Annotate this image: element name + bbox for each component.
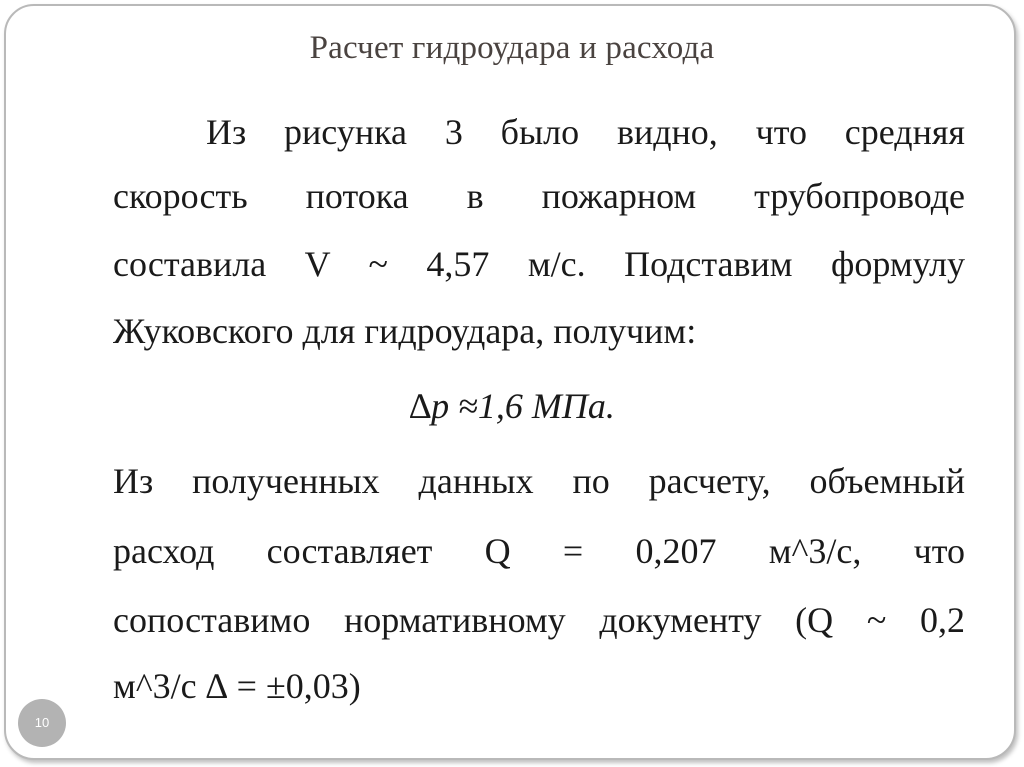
paragraph-2-line-4: м^3/с ∆ = ±0,03) [113, 666, 361, 706]
page-number-badge: 10 [18, 699, 66, 747]
slide-title: Расчет гидроудара и расхода [309, 30, 715, 66]
paragraph-1-line-3: составила V ~ 4,57 м/с. Подставим формулу [113, 244, 965, 284]
paragraph-2-line-2: расход составляет Q = 0,207 м^3/с, что [113, 531, 965, 571]
paragraph-1-line-1: Из рисунка 3 было видно, что средняя [206, 112, 965, 152]
paragraph-2-line-1: Из полученных данных по расчету, объемный [113, 461, 965, 501]
paragraph-1-line-2: скорость потока в пожарном трубопроводе [113, 176, 965, 216]
formula: ∆p ≈1,6 МПа. [409, 386, 615, 426]
paragraph-1-line-4: Жуковского для гидроудара, получим: [113, 311, 697, 351]
paragraph-2-line-3: сопоставимо нормативному документу (Q ~ 0,2 [113, 600, 965, 640]
